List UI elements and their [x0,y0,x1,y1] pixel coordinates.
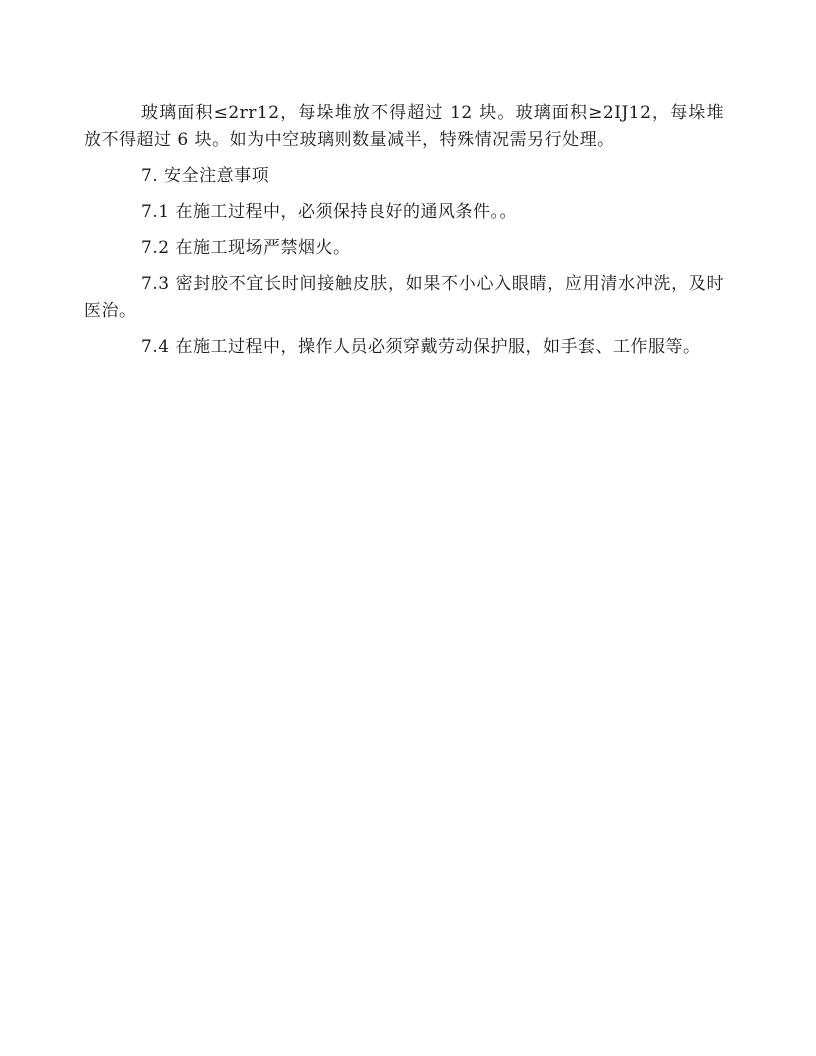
paragraph-7-1: 7.1 在施工过程中，必须保持良好的通风条件。。 [141,202,517,222]
section-heading-safety: 7. 安全注意事项 [141,166,270,186]
paragraph-7-3: 7.3 密封胶不宜长时间接触皮肤，如果不小心入眼睛，应用清水冲洗，及时医治。 [84,274,724,321]
paragraph-7-4: 7.4 在施工过程中，操作人员必须穿戴劳动保护服，如手套、工作服等。 [141,337,701,357]
paragraph-7-2: 7.2 在施工现场严禁烟火。 [141,238,351,258]
paragraph-glass-stacking: 玻璃面积≤2rr12，每垛堆放不得超过 12 块。玻璃面积≥2IJ12，每垛堆放不得超过 6 块。如为中空玻璃则数量减半，特殊情况需另行处理。 [84,103,724,150]
document-body [84,100,724,361]
